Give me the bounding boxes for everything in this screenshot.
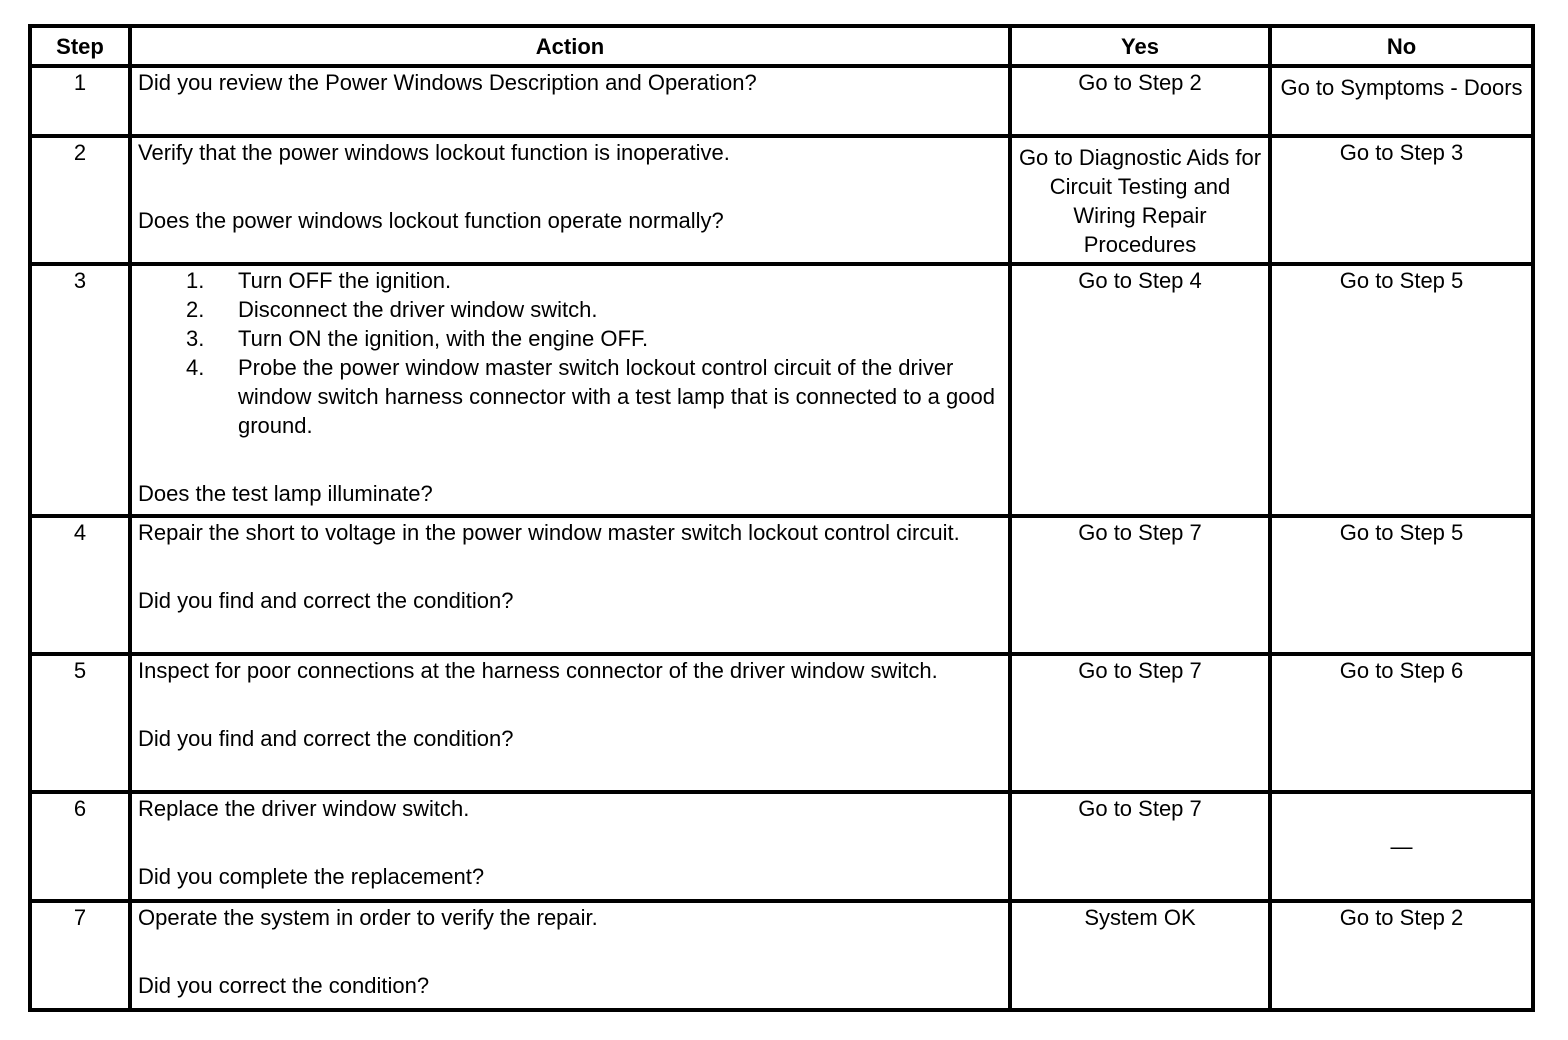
action-cell bbox=[130, 792, 1010, 901]
yes-result: Go to Step 4 bbox=[1010, 264, 1270, 516]
action-question: Did you correct the condition? bbox=[138, 973, 430, 998]
header-no: No bbox=[1270, 26, 1533, 66]
action-cell bbox=[130, 136, 1010, 264]
step-number: 5 bbox=[30, 654, 130, 792]
table-row bbox=[30, 516, 1533, 654]
header-step: Step bbox=[30, 26, 130, 66]
diagnostic-table bbox=[28, 24, 1535, 1012]
table-row bbox=[30, 136, 1533, 264]
header-action: Action bbox=[130, 26, 1010, 66]
yes-result: Go to Step 7 bbox=[1010, 516, 1270, 654]
action-cell bbox=[130, 901, 1010, 1010]
table-row bbox=[30, 901, 1533, 1010]
action-text: Operate the system in order to verify the repair. bbox=[138, 905, 598, 930]
step-number: 4 bbox=[30, 516, 130, 654]
action-text: Inspect for poor connections at the harness connector of the driver window switch. bbox=[138, 658, 938, 683]
list-item: 4. Probe the power window master switch lockout control circuit of the driver window switch harness connector with a test lamp that is connected to a good ground. bbox=[186, 355, 995, 438]
action-question: Did you find and correct the condition? bbox=[138, 726, 514, 751]
yes-result: Go to Step 7 bbox=[1010, 654, 1270, 792]
table-row bbox=[30, 792, 1533, 901]
no-result: Go to Step 6 bbox=[1270, 654, 1533, 792]
table-row bbox=[30, 654, 1533, 792]
action-text: Replace the driver window switch. bbox=[138, 796, 470, 821]
action-question: Does the test lamp illuminate? bbox=[138, 481, 433, 506]
action-question: Does the power windows lockout function operate normally? bbox=[138, 208, 724, 233]
list-item: 2. Disconnect the driver window switch. bbox=[186, 297, 598, 322]
action-cell bbox=[130, 654, 1010, 792]
no-result: Go to Step 2 bbox=[1270, 901, 1533, 1010]
step-number: 3 bbox=[30, 264, 130, 516]
no-result: Go to Step 3 bbox=[1270, 136, 1533, 264]
header-yes: Yes bbox=[1010, 26, 1270, 66]
step-number: 6 bbox=[30, 792, 130, 901]
no-result: Go to Step 5 bbox=[1270, 516, 1533, 654]
no-result: Go to Step 5 bbox=[1270, 264, 1533, 516]
action-question: Did you complete the replacement? bbox=[138, 864, 485, 889]
yes-result: Go to Step 2 bbox=[1010, 66, 1270, 136]
action-question: Did you find and correct the condition? bbox=[138, 588, 514, 613]
no-result: Go to Symptoms - Doors bbox=[1270, 66, 1533, 136]
header-row bbox=[30, 26, 1533, 66]
action-text: Did you review the Power Windows Description and Operation? bbox=[130, 66, 1010, 136]
yes-result: Go to Step 7 bbox=[1010, 792, 1270, 901]
table-row bbox=[30, 264, 1533, 516]
action-cell bbox=[130, 264, 1010, 516]
step-number: 2 bbox=[30, 136, 130, 264]
action-cell bbox=[130, 516, 1010, 654]
no-result: — bbox=[1270, 792, 1533, 901]
list-item: 1. Turn OFF the ignition. bbox=[186, 268, 452, 293]
list-item: 3. Turn ON the ignition, with the engine OFF. bbox=[186, 326, 649, 351]
step-number: 7 bbox=[30, 901, 130, 1010]
action-text: Repair the short to voltage in the power window master switch lockout control circuit. bbox=[138, 520, 960, 545]
action-text: Verify that the power windows lockout function is inoperative. bbox=[138, 140, 730, 165]
yes-result: Go to Diagnostic Aids for Circuit Testing and Wiring Repair Procedures bbox=[1010, 136, 1270, 264]
step-number: 1 bbox=[30, 66, 130, 136]
yes-result: System OK bbox=[1010, 901, 1270, 1010]
table-row bbox=[30, 66, 1533, 136]
procedure-list bbox=[138, 266, 1002, 440]
